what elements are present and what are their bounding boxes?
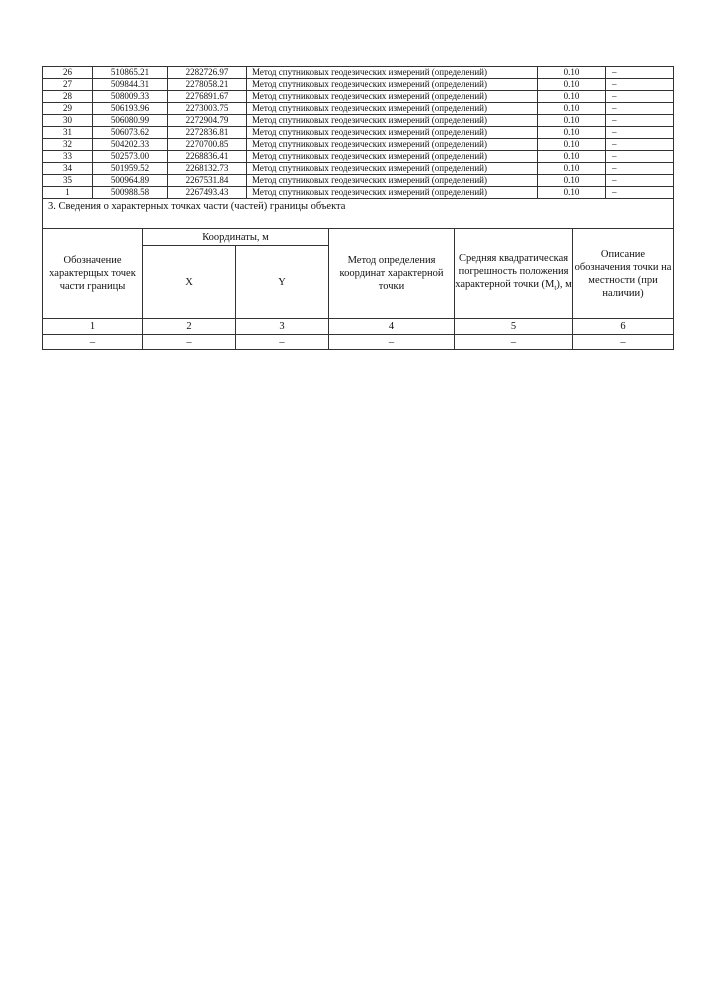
header-coordinates: Координаты, м [143,229,329,246]
empty-cell: – [455,335,573,350]
coord-x-cell: 502573.00 [93,151,168,163]
coord-y-cell: 2282726.97 [168,67,247,79]
coord-y-cell: 2268132.73 [168,163,247,175]
table-row [43,127,674,139]
description-cell: – [606,127,674,139]
points-table-body [43,67,674,199]
table-row [43,139,674,151]
error-cell: 0.10 [538,67,606,79]
header-designation: Обозначение характерщых точек части границы [43,229,143,319]
coord-x-cell: 508009.33 [93,91,168,103]
method-cell: Метод спутниковых геодезических измерений (определений) [247,67,538,79]
empty-cell: – [143,335,236,350]
characteristic-points-table [42,66,674,228]
coord-x-cell: 506080.99 [93,115,168,127]
error-cell: 0.10 [538,103,606,115]
method-cell: Метод спутниковых геодезических измерений (определений) [247,127,538,139]
header-error [455,229,573,319]
coord-y-cell: 2268836.41 [168,151,247,163]
empty-cell: – [43,335,143,350]
table-row [43,175,674,187]
error-cell: 0.10 [538,127,606,139]
description-cell: – [606,67,674,79]
method-cell: Метод спутниковых геодезических измерений (определений) [247,115,538,127]
point-number-cell: 34 [43,163,93,175]
coord-x-cell: 506193.96 [93,103,168,115]
coord-x-cell: 501959.52 [93,163,168,175]
coord-y-cell: 2276891.67 [168,91,247,103]
description-cell: – [606,151,674,163]
description-cell: – [606,175,674,187]
table-row [43,67,674,79]
coord-x-cell: 506073.62 [93,127,168,139]
coord-y-cell: 2267531.84 [168,175,247,187]
description-cell: – [606,187,674,199]
error-cell: 0.10 [538,175,606,187]
error-cell: 0.10 [538,79,606,91]
table-row [43,91,674,103]
header-error-tail: ), м [556,278,572,290]
coord-x-cell: 504202.33 [93,139,168,151]
point-number-cell: 27 [43,79,93,91]
empty-cell: – [573,335,674,350]
header-method: Метод определения координат характерной точки [329,229,455,319]
column-numbers-row [43,319,674,335]
empty-data-row [43,335,674,350]
description-cell: – [606,115,674,127]
coord-y-cell: 2278058.21 [168,79,247,91]
description-cell: – [606,103,674,115]
empty-cell: – [329,335,455,350]
column-number: 5 [455,319,573,335]
error-cell: 0.10 [538,115,606,127]
coord-y-cell: 2267493.43 [168,187,247,199]
coord-x-cell: 500988.58 [93,187,168,199]
point-number-cell: 26 [43,67,93,79]
section-3-title: 3. Сведения о характерных точках части (частей) границы объекта [43,199,674,215]
point-number-cell: 32 [43,139,93,151]
coord-x-cell: 500964.89 [93,175,168,187]
section-spacer [43,214,674,228]
method-cell: Метод спутниковых геодезических измерений (определений) [247,139,538,151]
coord-y-cell: 2270700.85 [168,139,247,151]
method-cell: Метод спутниковых геодезических измерений (определений) [247,91,538,103]
coord-y-cell: 2272904.79 [168,115,247,127]
header-x: X [143,246,236,319]
column-number: 2 [143,319,236,335]
error-cell: 0.10 [538,163,606,175]
header-error-text: Средняя квадратическая погрешность положения характерной точки (M [455,252,569,290]
method-cell: Метод спутниковых геодезических измерений (определений) [247,151,538,163]
error-cell: 0.10 [538,139,606,151]
coord-y-cell: 2273003.75 [168,103,247,115]
table-row [43,151,674,163]
point-number-cell: 35 [43,175,93,187]
header-y: Y [236,246,329,319]
coord-x-cell: 510865.21 [93,67,168,79]
method-cell: Метод спутниковых геодезических измерений (определений) [247,163,538,175]
point-number-cell: 31 [43,127,93,139]
error-cell: 0.10 [538,187,606,199]
part-boundary-points-table [42,228,674,350]
header-description: Описание обозначения точки на местности (при наличии) [573,229,674,319]
error-cell: 0.10 [538,91,606,103]
table-row [43,103,674,115]
section-3-title-row [43,199,674,215]
description-cell: – [606,79,674,91]
description-cell: – [606,139,674,151]
coord-y-cell: 2272836.81 [168,127,247,139]
point-number-cell: 29 [43,103,93,115]
description-cell: – [606,163,674,175]
coord-x-cell: 509844.31 [93,79,168,91]
header-error-subscript: t [554,284,557,293]
point-number-cell: 1 [43,187,93,199]
table-row [43,115,674,127]
column-number: 1 [43,319,143,335]
empty-cell: – [236,335,329,350]
table-row [43,163,674,175]
header-row-1 [43,229,674,246]
description-cell: – [606,91,674,103]
method-cell: Метод спутниковых геодезических измерений (определений) [247,187,538,199]
point-number-cell: 30 [43,115,93,127]
point-number-cell: 33 [43,151,93,163]
column-number: 4 [329,319,455,335]
point-number-cell: 28 [43,91,93,103]
error-cell: 0.10 [538,151,606,163]
method-cell: Метод спутниковых геодезических измерений (определений) [247,175,538,187]
method-cell: Метод спутниковых геодезических измерений (определений) [247,103,538,115]
table-row [43,187,674,199]
column-number: 6 [573,319,674,335]
column-number: 3 [236,319,329,335]
document-sheet [42,66,673,350]
table-row [43,79,674,91]
method-cell: Метод спутниковых геодезических измерений (определений) [247,79,538,91]
